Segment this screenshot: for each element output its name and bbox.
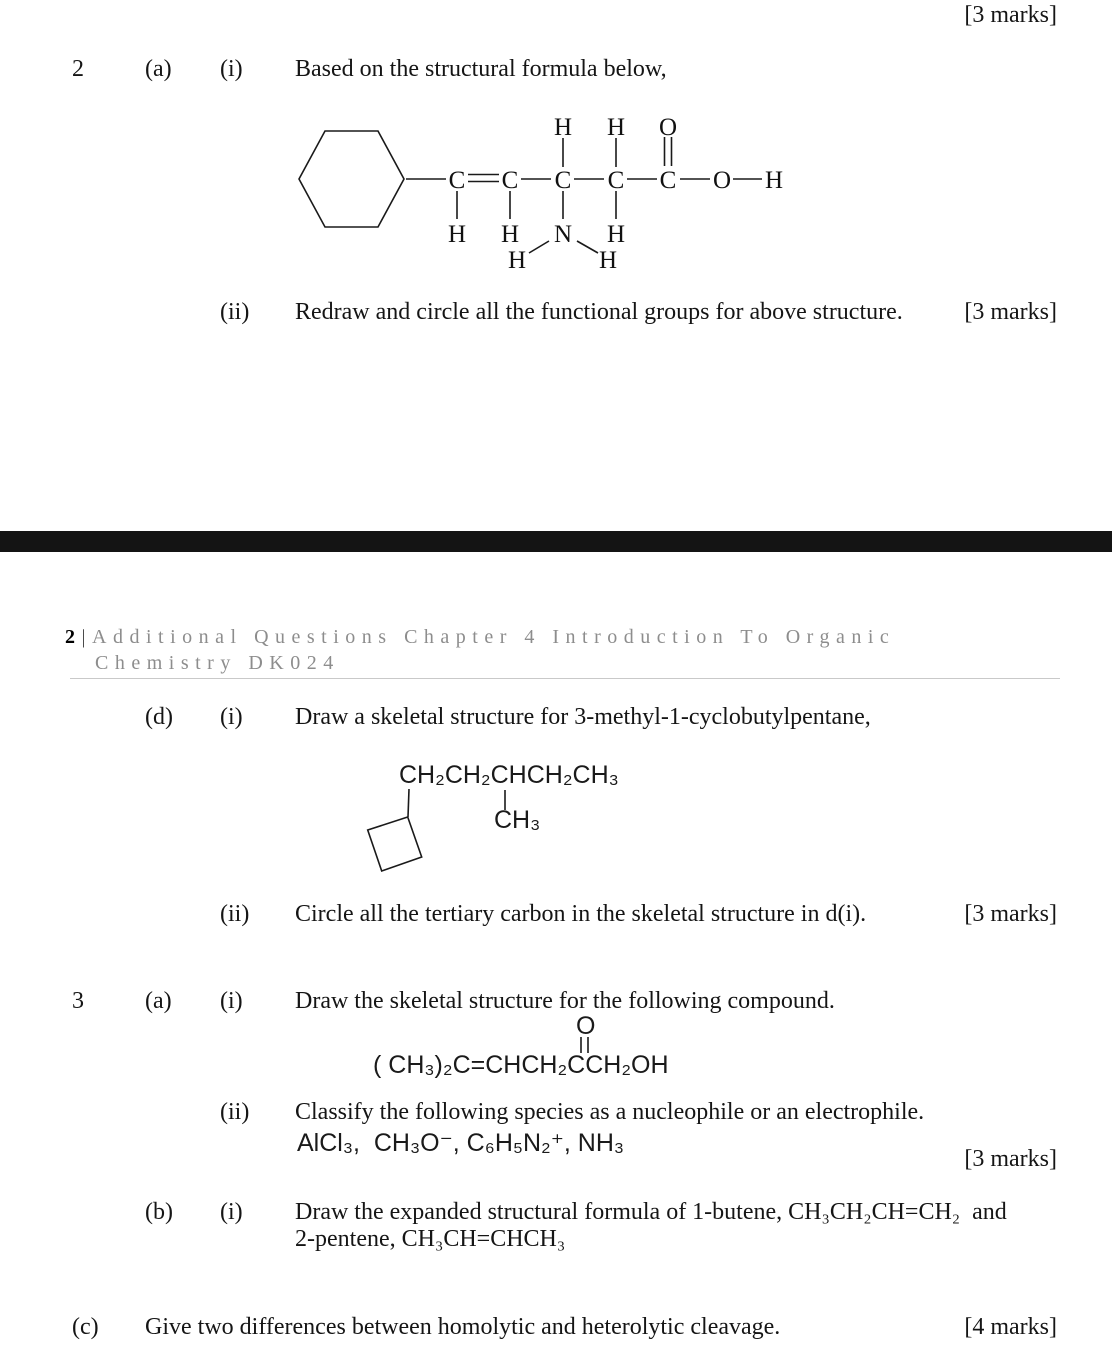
atom-h-top2: H bbox=[606, 114, 626, 141]
carbonyl-oxygen-label: O bbox=[576, 1012, 596, 1040]
question-prompt: Give two differences between homolytic and heterolytic cleavage. bbox=[145, 1314, 781, 1340]
atom-c4: C bbox=[607, 167, 625, 194]
marks-badge: [3 marks] bbox=[964, 2, 1057, 28]
item-label: (ii) bbox=[220, 299, 250, 325]
atom-c3: C bbox=[554, 167, 572, 194]
question-number: 3 bbox=[72, 988, 84, 1014]
marks-badge: [4 marks] bbox=[964, 1314, 1057, 1340]
species-list: AlCl₃, CH₃O⁻, C₆H₅N₂⁺, NH₃ bbox=[297, 1129, 625, 1157]
cyclohexane-ring bbox=[299, 131, 404, 227]
part-label: (d) bbox=[145, 704, 173, 730]
marks-badge: [3 marks] bbox=[964, 901, 1057, 927]
atom-h-top1: H bbox=[553, 114, 573, 141]
question-prompt: Draw a skeletal structure for 3-methyl-1-cyclobutylpentane, bbox=[295, 704, 871, 730]
part-label: (b) bbox=[145, 1199, 173, 1225]
header-rule bbox=[70, 678, 1060, 679]
question-number: 2 bbox=[72, 56, 84, 82]
question-prompt: Draw the expanded structural formula of 1-butene, CH₃CH₂CH=CH₂ and bbox=[295, 1199, 1007, 1225]
cyclobutane-ring bbox=[368, 817, 422, 871]
chapter-separator: | bbox=[81, 626, 93, 648]
atom-h-amine-right: H bbox=[598, 247, 618, 274]
atom-h-hydroxyl: H bbox=[764, 167, 784, 194]
chapter-header-line2: Chemistry DK024 bbox=[95, 652, 340, 674]
condensed-formula: ( CH₃)₂C=CHCH₂CCH₂OH bbox=[373, 1051, 669, 1079]
item-label: (ii) bbox=[220, 1099, 250, 1125]
atom-o-carbonyl: O bbox=[658, 114, 678, 141]
part-label: (a) bbox=[145, 56, 172, 82]
atom-n-amine: N bbox=[553, 221, 573, 248]
marks-badge: [3 marks] bbox=[964, 1146, 1057, 1172]
part-label: (c) bbox=[72, 1314, 99, 1340]
atom-h-amine-left: H bbox=[507, 247, 527, 274]
structural-formula-diagram bbox=[280, 105, 800, 285]
question-prompt: Based on the structural formula below, bbox=[295, 56, 667, 82]
atom-c1: C bbox=[448, 167, 466, 194]
atom-h-bottom2: H bbox=[500, 221, 520, 248]
methyl-branch-label: CH₃ bbox=[494, 806, 541, 834]
item-label: (i) bbox=[220, 56, 243, 82]
question-prompt: Circle all the tertiary carbon in the skeletal structure in d(i). bbox=[295, 901, 867, 927]
question-prompt: Redraw and circle all the functional groups for above structure. bbox=[295, 299, 903, 325]
part-label: (a) bbox=[145, 988, 172, 1014]
question-prompt: Draw the skeletal structure for the following compound. bbox=[295, 988, 835, 1014]
condensed-formula: CH₂CH₂CHCH₂CH₃ bbox=[399, 761, 619, 789]
chapter-header-line1 bbox=[65, 626, 895, 649]
item-label: (i) bbox=[220, 1199, 243, 1225]
atom-h-bottom1: H bbox=[447, 221, 467, 248]
item-label: (i) bbox=[220, 704, 243, 730]
atom-h-bottom3: H bbox=[606, 221, 626, 248]
page-break-bar bbox=[0, 531, 1112, 552]
chapter-title: Additional Questions Chapter 4 Introduction To Organic bbox=[92, 626, 896, 648]
atom-c2: C bbox=[501, 167, 519, 194]
cyclobutane-skeletal-diagram bbox=[360, 780, 520, 880]
item-label: (ii) bbox=[220, 901, 250, 927]
atom-c5: C bbox=[659, 167, 677, 194]
item-label: (i) bbox=[220, 988, 243, 1014]
question-prompt: Classify the following species as a nucleophile or an electrophile. bbox=[295, 1099, 925, 1125]
chapter-number: 2 bbox=[65, 626, 82, 648]
marks-badge: [3 marks] bbox=[964, 299, 1057, 325]
atom-o-hydroxyl: O bbox=[712, 167, 732, 194]
question-prompt-continued: 2-pentene, CH₃CH=CHCH₃ bbox=[295, 1226, 566, 1252]
